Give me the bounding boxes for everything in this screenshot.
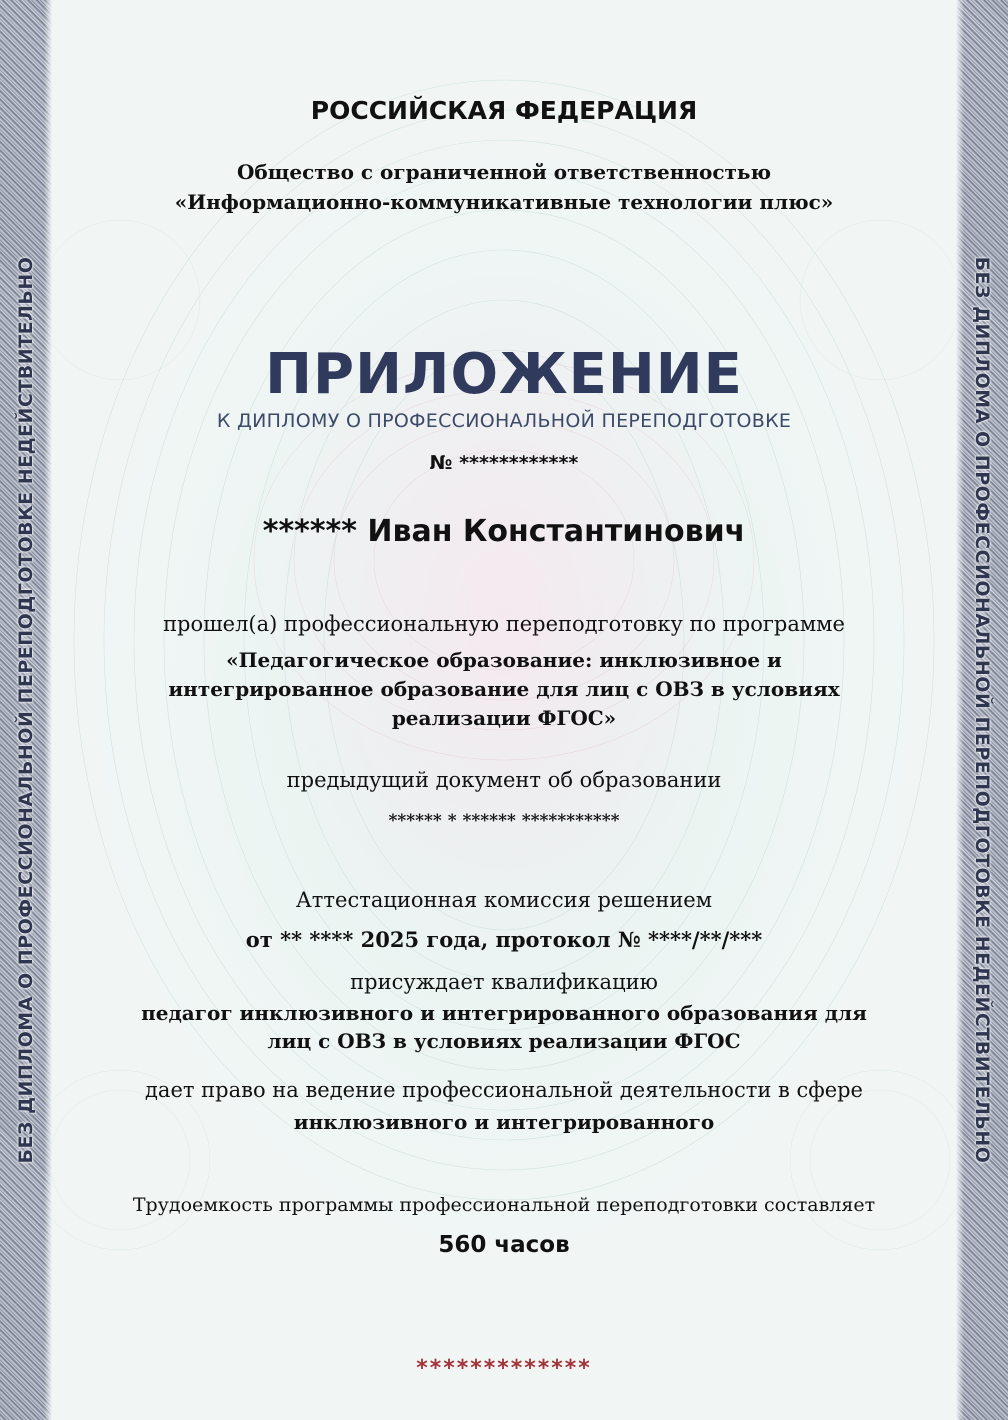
qualification-line-1: педагог инклюзивного и интегрированного образования для (141, 1001, 867, 1025)
rights-sphere: инклюзивного и интегрированного (293, 1110, 715, 1134)
program-name-line-3: реализации ФГОС» (391, 706, 617, 730)
document-title: ПРИЛОЖЕНИЕ (265, 342, 743, 407)
qualification-award-label: присуждает квалификацию (350, 970, 658, 994)
left-border-caption: БЕЗ ДИПЛОМА О ПРОФЕССИОНАЛЬНОЙ ПЕРЕПОДГОТОВКЕ НЕДЕЙСТВИТЕЛЬНО (15, 256, 37, 1164)
document-number: № ************ (429, 452, 579, 474)
document-subtitle: К ДИПЛОМУ О ПРОФЕССИОНАЛЬНОЙ ПЕРЕПОДГОТОВКЕ (216, 410, 792, 432)
program-name-line-2: интегрированное образование для лиц с ОВЗ в условиях (168, 677, 840, 701)
commission-decision: от ** **** 2025 года, протокол № ****/**/*** (245, 927, 763, 952)
organization-line-1: Общество с ограниченной ответственностью (236, 160, 772, 184)
labor-hours: 560 часов (438, 1232, 570, 1258)
program-name-line-1: «Педагогическое образование: инклюзивное и (226, 648, 782, 672)
rights-label: дает право на ведение профессиональной деятельности в сфере (145, 1078, 863, 1102)
organization-line-2: «Информационно-коммуникативные технологии плюс» (174, 190, 834, 214)
serial-number: ************* (416, 1356, 592, 1381)
previous-document-label: предыдущий документ об образовании (286, 768, 722, 792)
recipient-name: ****** Иван Константинович (262, 514, 746, 549)
program-intro: прошел(а) профессиональную переподготовку по программе (163, 612, 845, 636)
country-heading: РОССИЙСКАЯ ФЕДЕРАЦИЯ (310, 96, 698, 125)
labor-intensity-label: Трудоемкость программы профессиональной переподготовки составляет (132, 1194, 876, 1216)
commission-label: Аттестационная комиссия решением (295, 888, 713, 912)
right-border-caption: БЕЗ ДИПЛОМА О ПРОФЕССИОНАЛЬНОЙ ПЕРЕПОДГОТОВКЕ НЕДЕЙСТВИТЕЛЬНО (971, 256, 993, 1164)
previous-document-value: ****** * ****** *********** (388, 811, 620, 831)
qualification-line-2: лиц с ОВЗ в условиях реализации ФГОС (267, 1029, 741, 1053)
